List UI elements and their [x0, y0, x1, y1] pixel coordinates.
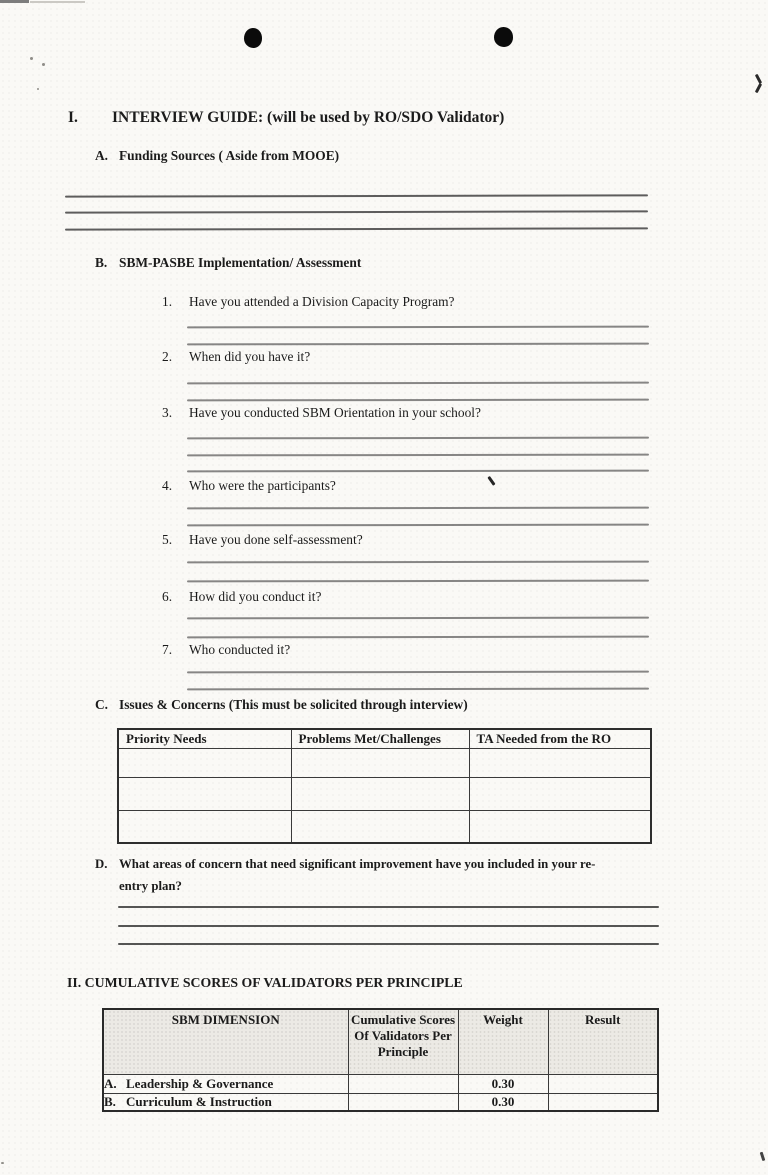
answer-line [187, 507, 649, 510]
section-b-heading [95, 255, 361, 271]
section-i-title: INTERVIEW GUIDE: (will be used by RO/SDO Validator) [112, 109, 505, 126]
table-row [118, 811, 651, 843]
question-5 [162, 532, 363, 548]
answer-line [187, 326, 649, 329]
empty-cell [118, 778, 291, 811]
question-text: Have you attended a Division Capacity Program? [189, 294, 455, 309]
question-4 [162, 478, 336, 494]
result-cell [548, 1074, 658, 1093]
question-number: 6. [162, 589, 173, 604]
section-ii-heading: II. CUMULATIVE SCORES OF VALIDATORS PER PRINCIPLE [67, 975, 463, 990]
question-text: Have you done self-assessment? [189, 532, 363, 547]
question-number: 1. [162, 294, 173, 309]
table-row-curriculum-instruction [103, 1093, 658, 1111]
answer-line [118, 943, 659, 945]
scan-speck [30, 57, 33, 60]
answer-line [187, 561, 649, 564]
section-b-title: SBM-PASBE Implementation/ Assessment [119, 255, 362, 270]
weight-cell: 0.30 [458, 1074, 548, 1093]
scan-artifact-right-edge [755, 83, 762, 93]
scan-speck [42, 63, 45, 66]
question-7 [162, 642, 290, 658]
question-number: 2. [162, 349, 173, 364]
question-text: Who were the participants? [189, 478, 336, 493]
answer-line [187, 524, 649, 527]
answer-line [187, 636, 649, 639]
answer-line [187, 382, 649, 385]
empty-cell [118, 749, 291, 778]
column-header-sbm-dimension: SBM DIMENSION [103, 1009, 348, 1074]
cumulative-scores-table [102, 1008, 659, 1112]
empty-cell [118, 811, 291, 843]
result-cell [548, 1093, 658, 1111]
dimension-cell [103, 1093, 348, 1111]
answer-line [187, 437, 649, 440]
answer-line [187, 580, 649, 583]
section-d-heading-line2: entry plan? [119, 879, 182, 893]
dimension-name: Curriculum & Instruction [126, 1093, 272, 1109]
score-cell [348, 1074, 458, 1093]
punch-hole-icon [494, 27, 513, 47]
section-i-heading [68, 109, 504, 127]
answer-line [187, 688, 649, 691]
answer-line [187, 399, 649, 402]
row-letter: A. [104, 1075, 117, 1091]
question-number: 7. [162, 642, 173, 657]
scan-artifact-top-left [30, 1, 85, 3]
section-i-number: I. [68, 109, 78, 126]
question-text: When did you have it? [189, 349, 311, 364]
section-c-letter: C. [95, 697, 109, 712]
answer-line [187, 470, 649, 473]
column-header-result: Result [548, 1009, 658, 1074]
table-row-leadership-governance [103, 1074, 658, 1093]
column-header-cumulative-scores: Cumulative Scores Of Validators Per Principle [348, 1009, 458, 1074]
section-a-title: Funding Sources ( Aside from MOOE) [119, 148, 340, 163]
section-b-letter: B. [95, 255, 108, 270]
issues-concerns-table [117, 728, 652, 844]
question-text: Who conducted it? [189, 642, 291, 657]
scan-artifact-bottom-right [760, 1152, 765, 1161]
column-header-problems-met: Problems Met/Challenges [291, 729, 469, 749]
question-3 [162, 405, 481, 421]
empty-cell [291, 811, 469, 843]
answer-line [187, 671, 649, 674]
dimension-cell [103, 1074, 348, 1093]
answer-line [65, 194, 648, 197]
section-a-letter: A. [95, 148, 109, 163]
table-row [118, 778, 651, 811]
punch-hole-icon [244, 28, 262, 48]
empty-cell [469, 778, 651, 811]
scan-speck [1, 1162, 4, 1164]
section-d-heading-line1 [95, 857, 595, 872]
scan-speck [37, 88, 39, 90]
answer-line [118, 925, 659, 927]
score-cell [348, 1093, 458, 1111]
section-c-title: Issues & Concerns (This must be solicited through interview) [119, 697, 468, 712]
question-1 [162, 294, 455, 310]
section-a-heading [95, 148, 339, 164]
answer-line [187, 343, 649, 346]
answer-line [65, 210, 648, 213]
answer-line [118, 906, 659, 908]
dimension-name: Leadership & Governance [126, 1075, 274, 1091]
question-2 [162, 349, 310, 365]
scan-artifact-top-left [0, 0, 29, 3]
column-header-weight: Weight [458, 1009, 548, 1074]
section-d-letter: D. [95, 857, 108, 871]
column-header-priority-needs: Priority Needs [118, 729, 291, 749]
table-row [118, 749, 651, 778]
row-letter: B. [104, 1093, 116, 1109]
table-header-row [103, 1009, 658, 1074]
answer-line [187, 617, 649, 620]
section-d-title-line1: What areas of concern that need significant improvement have you included in your re- [119, 857, 596, 871]
empty-cell [291, 778, 469, 811]
empty-cell [469, 749, 651, 778]
answer-line [65, 227, 648, 230]
column-header-ta-needed: TA Needed from the RO [469, 729, 651, 749]
empty-cell [291, 749, 469, 778]
table-header-row [118, 729, 651, 749]
question-6 [162, 589, 321, 605]
section-c-heading [95, 697, 468, 713]
answer-line [187, 454, 649, 457]
question-text: Have you conducted SBM Orientation in your school? [189, 405, 481, 420]
question-text: How did you conduct it? [189, 589, 322, 604]
empty-cell [469, 811, 651, 843]
scan-stray-mark [487, 476, 495, 486]
weight-cell: 0.30 [458, 1093, 548, 1111]
question-number: 3. [162, 405, 173, 420]
question-number: 4. [162, 478, 173, 493]
question-number: 5. [162, 532, 173, 547]
